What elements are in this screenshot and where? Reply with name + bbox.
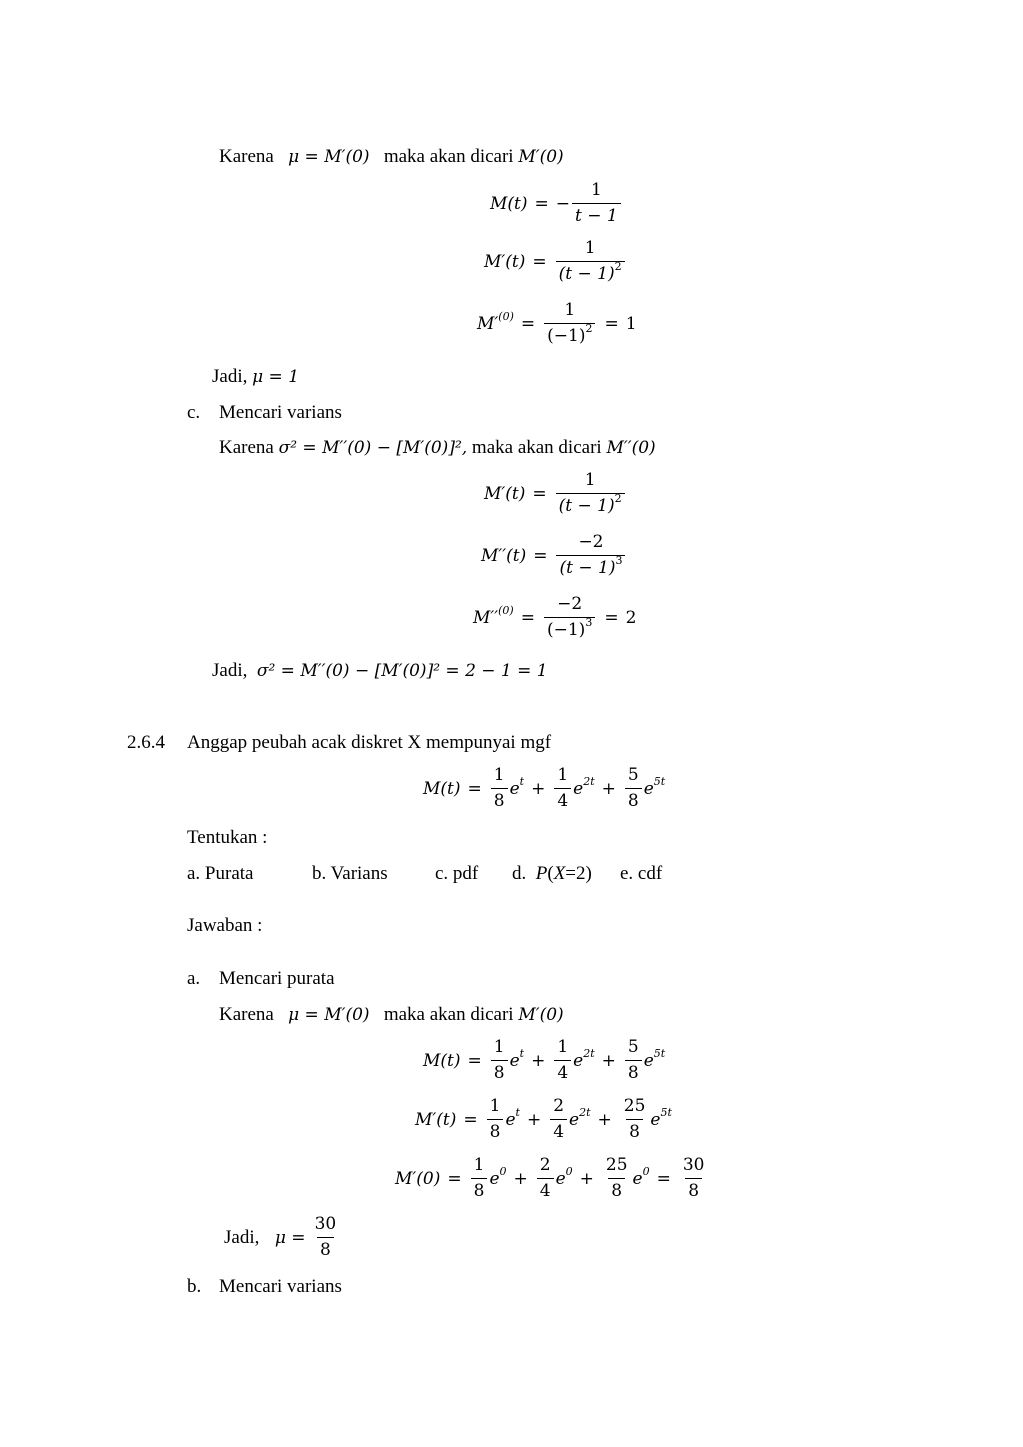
fraction [556, 238, 625, 285]
option-b: b. Varians [312, 863, 388, 884]
numerator: 1 [584, 238, 596, 258]
fraction: $\frac{1}{8}$ [487, 1096, 504, 1143]
exp-term: $e^t$ [509, 1046, 525, 1071]
option-d: d. P(X=2) [512, 863, 592, 884]
karena-then: maka akan dicari [383, 146, 514, 167]
fraction: $\frac{5}{8}$ [625, 1037, 642, 1084]
option-e: e. cdf [620, 863, 663, 884]
jadi-word: Jadi, [212, 660, 248, 681]
equation-mprime-t: M′(t) = $\frac{1}{(t - 1)^2}$ [484, 238, 627, 285]
fraction: $\frac{2}{4}$ [537, 1155, 554, 1202]
karena-then: maka akan dicari [471, 437, 602, 458]
karena-word: Karena [219, 1004, 274, 1025]
eq-sign: − [555, 193, 571, 214]
eq-result: 1 [625, 313, 637, 334]
jadi-expr: σ² = M′′(0) − [M′(0)]² = 2 − 1 = 1 [256, 661, 548, 681]
option-c: c. pdf [435, 863, 479, 884]
jadi-line-3 [224, 1214, 341, 1261]
karena-expr: μ = M′(0) [288, 1005, 370, 1025]
section-text: Mencari varians [219, 402, 342, 423]
eq-lhs: $M''^{(0)}$ [473, 603, 514, 628]
numerator: 1 [590, 180, 602, 200]
karena-target: M′(0) [518, 147, 564, 167]
jadi-word: Jadi, [212, 366, 248, 387]
numerator: 1 [564, 300, 576, 320]
jadi-line-2 [212, 660, 548, 682]
exp-term: $e^t$ [509, 774, 525, 799]
denominator: $(t - 1)^2$ [556, 261, 625, 285]
problem-statement [127, 732, 552, 754]
denominator: $(-1)^2$ [544, 323, 595, 347]
eq-result: 2 [625, 607, 637, 628]
exp-term: $e^t$ [505, 1105, 520, 1130]
eq-lhs: M′(t) [484, 483, 526, 504]
mgf-equation: M(t) = $\frac{1}{8}$ $e^t$ + $\frac{1}{4}$ $e^{2t}$ + $\frac{5}{8}$ $e^{5t}$ [423, 765, 666, 811]
eq-lhs: M′(t) [415, 1109, 457, 1130]
denominator: $(t - 1)^3$ [556, 555, 625, 579]
denominator: t − 1 [572, 203, 621, 227]
jawaban-label: Jawaban : [187, 915, 263, 936]
exp-term: $e^0$ [489, 1164, 507, 1189]
equation-mprime-t-3: M′(t) = $\frac{1}{8}$ $e^t$ + $\frac{2}{4}$ $e^{2t}$ + $\frac{25}{8}$ $e^{5t}$ [415, 1096, 672, 1142]
jadi-word: Jadi, [224, 1226, 260, 1248]
karena-target: M′(0) [518, 1005, 564, 1025]
fraction: $\frac{25}{8}$ [605, 1155, 628, 1201]
denominator: $(-1)^3$ [544, 617, 595, 641]
karena-expr: μ = M′(0) [288, 147, 370, 167]
numerator: −2 [557, 594, 583, 614]
jadi-line-1 [212, 366, 299, 388]
fraction: $\frac{1}{8}$ [491, 765, 508, 812]
karena-word: Karena [219, 146, 274, 167]
equation-mprime-0: $M'^{(0)}$ = $\frac{1}{(-1)^2}$ = 1 [477, 300, 637, 346]
exp-term: $e^{2t}$ [573, 1046, 595, 1071]
jadi-lhs: μ = [274, 1227, 306, 1248]
fraction: $\frac{30}{8}$ [314, 1214, 337, 1260]
problem-text: Anggap peubah acak diskret X mempunyai mgf [187, 732, 552, 753]
exp-term: $e^0$ [632, 1164, 650, 1189]
eq-lhs: M(t) [423, 1050, 461, 1071]
eq-lhs: M(t) [490, 193, 528, 214]
section-c-heading [187, 402, 342, 424]
denominator: $(t - 1)^2$ [556, 493, 625, 517]
fraction [556, 470, 625, 517]
equation-mt: M(t) = − $\frac{1}{t - 1}$ [490, 180, 623, 227]
eq-lhs: $M'^{(0)}$ [477, 309, 514, 334]
problem-number: 2.6.4 [127, 732, 165, 753]
section-marker: c. [187, 402, 201, 423]
equation-mt-2: M(t) = $\frac{1}{8}$ $e^t$ + $\frac{1}{4}$ $e^{2t}$ + $\frac{5}{8}$ $e^{5t}$ [423, 1037, 666, 1083]
numerator: −2 [578, 532, 604, 552]
exp-term: $e^{5t}$ [643, 1046, 666, 1071]
exp-term: $e^{5t}$ [643, 774, 666, 799]
karena-line-3 [219, 1004, 564, 1026]
tentukan-label: Tentukan : [187, 827, 268, 848]
options-row [187, 863, 707, 887]
section-marker: a. [187, 968, 201, 989]
eq-lhs: M′(t) [484, 251, 526, 272]
karena-target: M′′(0) [606, 438, 656, 458]
exp-term: $e^0$ [555, 1164, 573, 1189]
section-b-heading [187, 1276, 342, 1298]
equation-mprime-t-2: M′(t) = $\frac{1}{(t - 1)^2}$ [484, 470, 627, 517]
equation-mprime-0-2: M′(0) = $\frac{1}{8}$ $e^0$ + $\frac{2}{4}$ $e^0$ + $\frac{25}{8}$ $e^0$ = $\frac{30}{8}$ [395, 1155, 709, 1202]
fraction [544, 594, 595, 641]
fraction [544, 300, 595, 347]
eq-lhs: M(t) [423, 778, 461, 799]
fraction: $\frac{1}{4}$ [554, 765, 571, 812]
eq-lhs: M′(0) [395, 1168, 441, 1189]
fraction: $\frac{1}{4}$ [554, 1037, 571, 1084]
karena-line-2 [219, 437, 656, 459]
exp-term: $e^{2t}$ [573, 774, 595, 799]
section-a-heading [187, 968, 335, 990]
fraction [556, 532, 625, 579]
option-a: a. Purata [187, 863, 254, 884]
eq-lhs: M′′(t) [481, 545, 527, 566]
numerator: 1 [584, 470, 596, 490]
karena-line-1 [219, 146, 564, 168]
section-text: Mencari purata [219, 968, 335, 989]
section-text: Mencari varians [219, 1276, 342, 1297]
exp-term: $e^{5t}$ [650, 1105, 672, 1130]
equation-mdoubleprime-t: M′′(t) = $\frac{-2}{(t - 1)^3}$ [481, 532, 627, 579]
fraction: $\frac{1}{8}$ [471, 1155, 488, 1202]
fraction [572, 180, 621, 227]
exp-term: $e^{2t}$ [569, 1105, 591, 1130]
equation-mdoubleprime-0: $M''^{(0)}$ = $\frac{-2}{(-1)^3}$ = 2 [473, 594, 637, 640]
jadi-expr: μ = 1 [252, 367, 300, 387]
fraction: $\frac{2}{4}$ [550, 1096, 567, 1143]
fraction: $\frac{5}{8}$ [625, 765, 642, 812]
karena-expr: σ² = M′′(0) − [M′(0)]², [278, 438, 468, 458]
result-fraction: $\frac{30}{8}$ [682, 1155, 705, 1201]
karena-word: Karena [219, 437, 274, 458]
fraction: $\frac{25}{8}$ [623, 1096, 646, 1142]
karena-then: maka akan dicari [383, 1004, 514, 1025]
fraction: $\frac{1}{8}$ [491, 1037, 508, 1084]
section-marker: b. [187, 1276, 202, 1297]
